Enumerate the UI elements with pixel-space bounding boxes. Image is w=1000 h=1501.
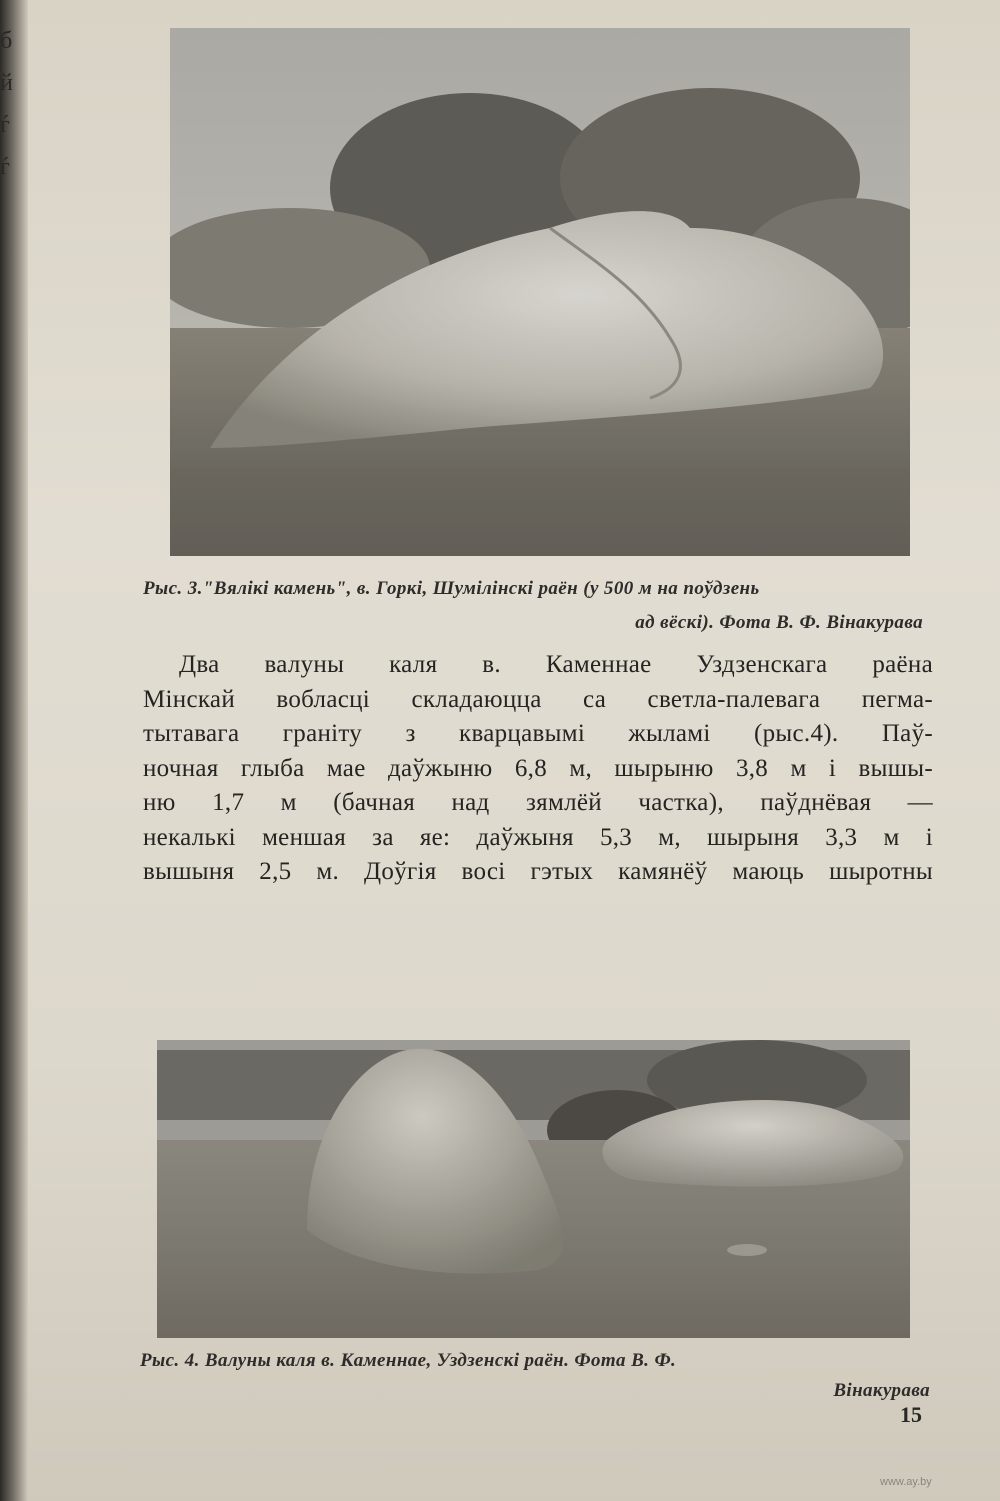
book-gutter: [0, 0, 28, 1501]
paragraph-line: тытавага граніту з кварцавымі жыламі (рыс.4). Паў-: [143, 720, 933, 747]
two-boulders-photo-image: [157, 1040, 910, 1338]
edge-glyph: й: [0, 70, 13, 96]
figure-4-photo: [157, 1040, 910, 1338]
figure-3-caption-line-1: Рыс. 3."Вялікі камень", в. Горкі, Шумілінскі раён (у 500 м на поўдзень: [143, 578, 760, 599]
boulder-photo-image: [170, 28, 910, 556]
edge-glyph: б: [0, 28, 13, 54]
body-paragraph: [143, 648, 933, 890]
watermark: www.ay.by: [880, 1476, 932, 1488]
paragraph-line: Два валуны каля в. Каменнае Уздзенскага раёна: [179, 651, 933, 678]
paragraph-line: Мінскай вобласці складаюцца са светла-палевага пегма-: [143, 685, 933, 713]
paragraph-line: ню 1,7 м (бачная над зямлёй частка), паўднёвая —: [143, 789, 933, 816]
figure-4-caption-line-2: Вінакурава: [833, 1380, 930, 1401]
paragraph-line: некалькі меншая за яе: даўжыня 5,3 м, шырыня 3,3 м і: [143, 823, 933, 851]
previous-page-edge: [0, 20, 14, 188]
paragraph-line: ночная глыба мае даўжыню 6,8 м, шырыню 3,8 м і вышы-: [143, 754, 933, 782]
figure-3-caption-line-2: ад вёскі). Фота В. Ф. Вінакурава: [635, 612, 923, 633]
paragraph-line: вышыня 2,5 м. Доўгія восі гэтых камянёў маюць шыротны: [143, 858, 933, 885]
page-number: 15: [900, 1402, 922, 1427]
edge-glyph: ѓ: [0, 154, 10, 180]
figure-4-caption-line-1: Рыс. 4. Валуны каля в. Каменнае, Уздзенскі раён. Фота В. Ф.: [140, 1350, 677, 1371]
edge-glyph: ѓ: [0, 112, 10, 138]
figure-3-photo: [170, 28, 910, 556]
